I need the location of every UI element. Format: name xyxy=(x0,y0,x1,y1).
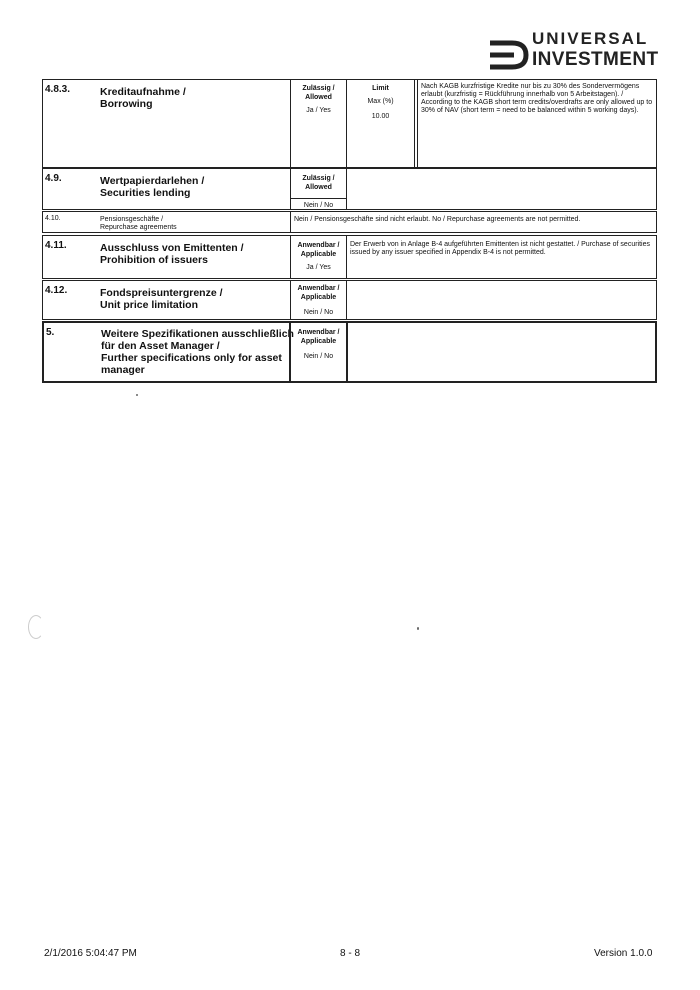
row-unit-price-limitation xyxy=(42,280,657,320)
empty-note-cell xyxy=(346,169,656,209)
repurchase-note: Nein / Pensionsgeschäfte sind nicht erlaubt. No / Repurchase agreements are not permitted. xyxy=(294,216,581,223)
applicable-cell: Anwendbar / Applicable Nein / No xyxy=(289,323,346,381)
row-prohibition-of-issuers xyxy=(42,235,657,279)
row-title: Kreditaufnahme / Borrowing xyxy=(100,86,186,110)
logo-text-universal: UNIVERSAL xyxy=(532,29,649,48)
allowed-value: Nein / No xyxy=(290,198,346,210)
row-title: Pensionsgeschäfte / Repurchase agreements xyxy=(100,216,177,231)
row-number: 5. xyxy=(46,327,55,338)
scan-mark xyxy=(28,615,44,639)
limit-cell: Limit Max (%) 10.00 xyxy=(346,80,414,167)
row-title: Wertpapierdarlehen / Securities lending xyxy=(100,175,205,199)
limit-value: 10.00 xyxy=(371,113,390,120)
applicable-value: Ja / Yes xyxy=(306,264,331,271)
repurchase-note-cell xyxy=(290,212,656,232)
applicable-value: Nein / No xyxy=(303,353,334,360)
borrowing-note-cell xyxy=(414,80,656,167)
row-borrowing xyxy=(42,79,657,168)
universal-investment-logo-icon xyxy=(488,38,530,72)
footer-page-number: 8 - 8 xyxy=(340,948,361,959)
footer-timestamp: 2/1/2016 5:04:47 PM xyxy=(44,948,137,959)
scan-speck xyxy=(417,627,419,630)
applicable-cell: Anwendbar / Applicable Nein / No xyxy=(290,281,346,319)
issuers-note: Der Erwerb von in Anlage B-4 aufgeführten Emittenten ist nicht gestattet. / Purchase of securities issued by any issuer specified in Appendix B-4 is not permitted. xyxy=(350,241,650,256)
allowed-value: Ja / Yes xyxy=(306,107,331,114)
row-number: 4.10. xyxy=(45,215,61,222)
logo-text-investment: INVESTMENT xyxy=(532,49,659,70)
row-repurchase xyxy=(42,211,657,233)
row-number: 4.9. xyxy=(45,173,62,184)
applicable-cell: Anwendbar / Applicable Ja / Yes xyxy=(290,236,346,278)
footer-version: Version 1.0.0 xyxy=(594,948,653,959)
row-title: Ausschluss von Emittenten / Prohibition of issuers xyxy=(100,242,244,266)
row-securities-lending xyxy=(42,168,657,210)
row-number: 4.12. xyxy=(45,285,68,296)
applicable-value: Nein / No xyxy=(303,309,334,316)
universal-investment-logo xyxy=(488,29,659,76)
empty-note-cell xyxy=(346,281,656,319)
row-further-specifications xyxy=(42,321,657,383)
allowed-cell: Zulässig / Allowed xyxy=(290,169,346,209)
borrowing-note: Nach KAGB kurzfristige Kredite nur bis zu 30% des Sondervermögens erlaubt (kurzfristig = Rückführung innerhalb von 5 Arbeitstagen). / According to the KAGB short term credits/overdrafts are only allowed up to 30% of NAV (short term = need to be balanced within 5 working days). xyxy=(421,83,653,114)
issuers-note-cell xyxy=(346,236,656,278)
row-title: Weitere Spezifikationen ausschließlich für den Asset Manager / Further specifications only for asset manager xyxy=(101,328,294,376)
row-title: Fondspreisuntergrenze / Unit price limitation xyxy=(100,287,223,311)
allowed-cell: Zulässig / Allowed Ja / Yes xyxy=(290,80,346,167)
empty-note-cell xyxy=(346,323,655,381)
row-number: 4.11. xyxy=(45,240,67,251)
row-number: 4.8.3. xyxy=(45,84,71,95)
scan-speck xyxy=(136,394,138,396)
